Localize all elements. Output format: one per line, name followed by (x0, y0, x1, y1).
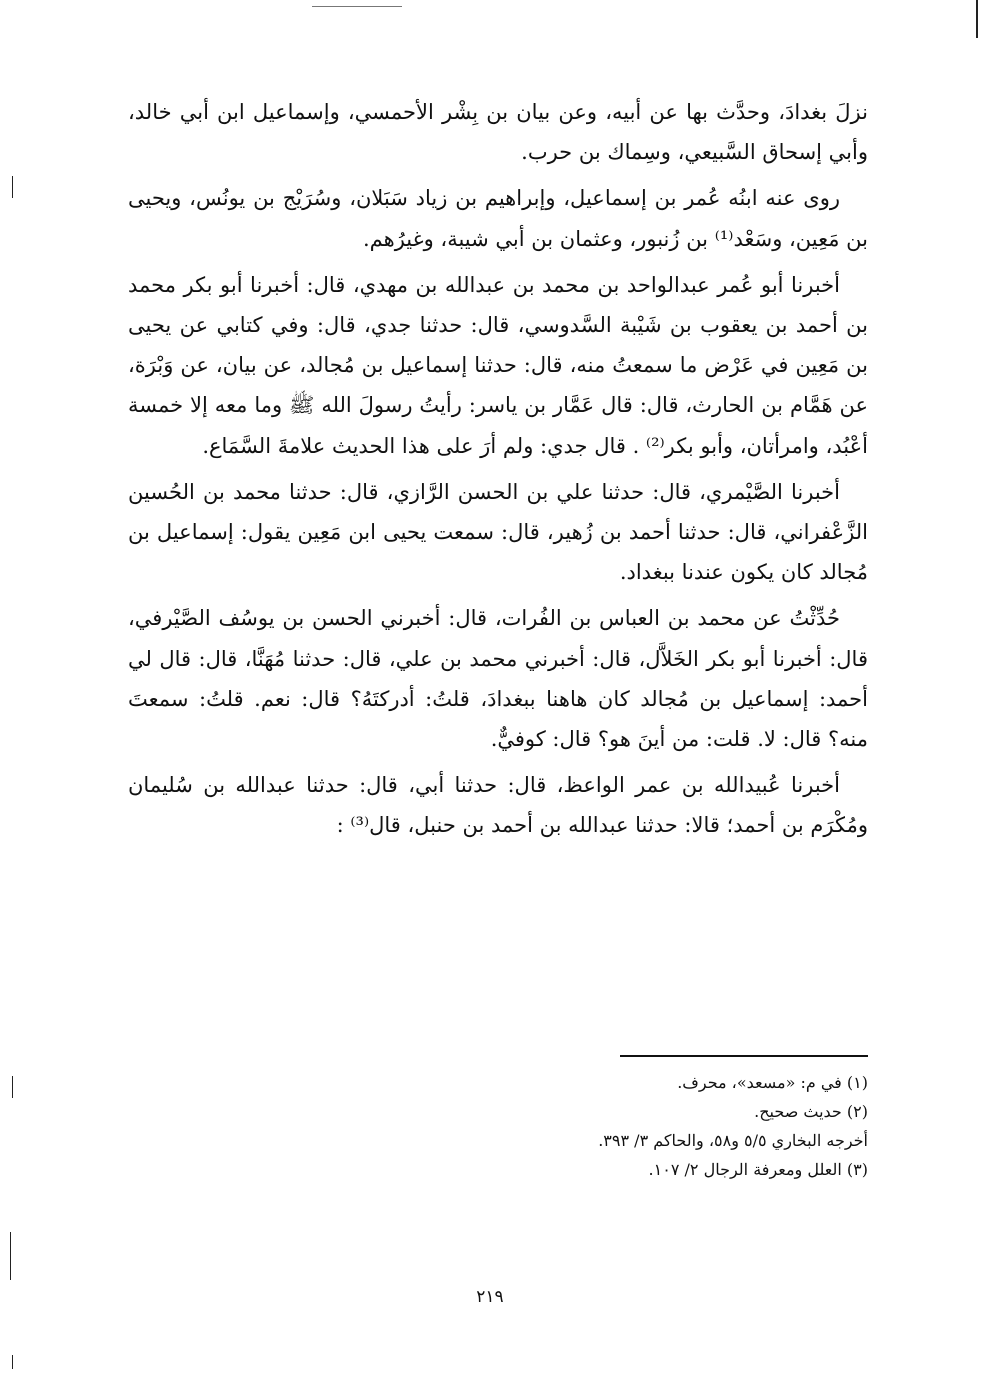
scan-mark (12, 1076, 13, 1098)
footnote: (٢) حديث صحيح. (754, 1102, 868, 1121)
scan-mark (10, 1232, 11, 1280)
footnote-divider (620, 1055, 868, 1057)
main-text (128, 92, 868, 852)
paragraph: أخبرنا أبو عُمر عبدالواحد بن محمد بن عبدالله بن مهدي، قال: أخبرنا أبو بكر محمد بن أحمد بن يعقوب بن شَيْبة السَّدوسي، قال: حدثنا جدي، قال: وفي كتابي عن يحيى بن مَعِين في عَرْض ما سمعتُ منه، قال: حدثنا إسماعيل بن مُجالد، عن بيان، عن وَبْرَة، عن هَمَّام بن الحارث، قال: قال عَمَّار بن ياسر: رأيتُ رسولَ الله ﷺ وما معه إلا خمسة أعْبُد، وامرأتان، وأبو بكر⁽²⁾ . قال جدي: ولم أرَ على هذا الحديث علامةَ السَّمَاع. (128, 272, 868, 458)
footnote-continuation: أخرجه البخاري ٥/٥ و٥٨، والحاكم ٣/ ٣٩٣. (598, 1131, 868, 1150)
page-number: ٢١٩ (476, 1287, 504, 1307)
paragraph: حُدِّثْتُ عن محمد بن العباس بن الفُرات، قال: أخبرني الحسن بن يوسُف الصَّيْرفي، قال: أخبرنا أبو بكر الخَلاَّل، قال: أخبرني محمد بن علي، قال: حدثنا مُهَنَّا، قال: قال لي أحمد: إسماعيل بن مُجالد كان هاهنا ببغدادَ، قلتُ: أدركتَهُ؟ قال: نعم. قلتُ: سمعتَ منه؟ قال: لا. قلت: من أينَ هو؟ قال: كوفيٌّ. (128, 606, 868, 752)
paragraph: أخبرنا الصَّيْمري، قال: حدثنا علي بن الحسن الرَّازي، قال: حدثنا محمد بن الحُسين الزَّعْفراني، قال: حدثنا أحمد بن زُهير، قال: سمعت يحيى ابن مَعِين يقول: إسماعيل بن مُجالد كان يكون عندنا ببغداد. (128, 479, 868, 585)
footnote: (٣) العلل ومعرفة الرجال ٢/ ١٠٧. (648, 1160, 868, 1179)
paragraph: نزلَ بغدادَ، وحدَّث بها عن أبيه، وعن بيان بن بِشْر الأحمسي، وإسماعيل ابن أبي خالد، وأبي إسحاق السَّبيعي، وسِماك بن حرب. (128, 100, 868, 165)
footnote: (١) في م: «مسعد»، محرف. (677, 1073, 868, 1092)
scan-mark (312, 6, 402, 7)
scan-mark (12, 176, 13, 198)
scan-mark (976, 0, 978, 38)
paragraph: أخبرنا عُبيدالله بن عمر الواعظ، قال: حدثنا أبي، قال: حدثنا عبدالله بن سُليمان ومُكْرَم بن أحمد؛ قالا: حدثنا عبدالله بن أحمد بن حنبل، قال⁽³⁾ : (128, 773, 868, 838)
scan-mark (12, 1355, 13, 1369)
paragraph: روى عنه ابنُه عُمر بن إسماعيل، وإبراهيم بن زياد سَبَلان، وسُرَيْج بن يونُس، ويحيى بن مَعِين، وسَعْد⁽¹⁾ بن زُنبور، وعثمان بن أبي شيبة، وغيرُهم. (128, 186, 868, 251)
footnotes (300, 1068, 868, 1184)
